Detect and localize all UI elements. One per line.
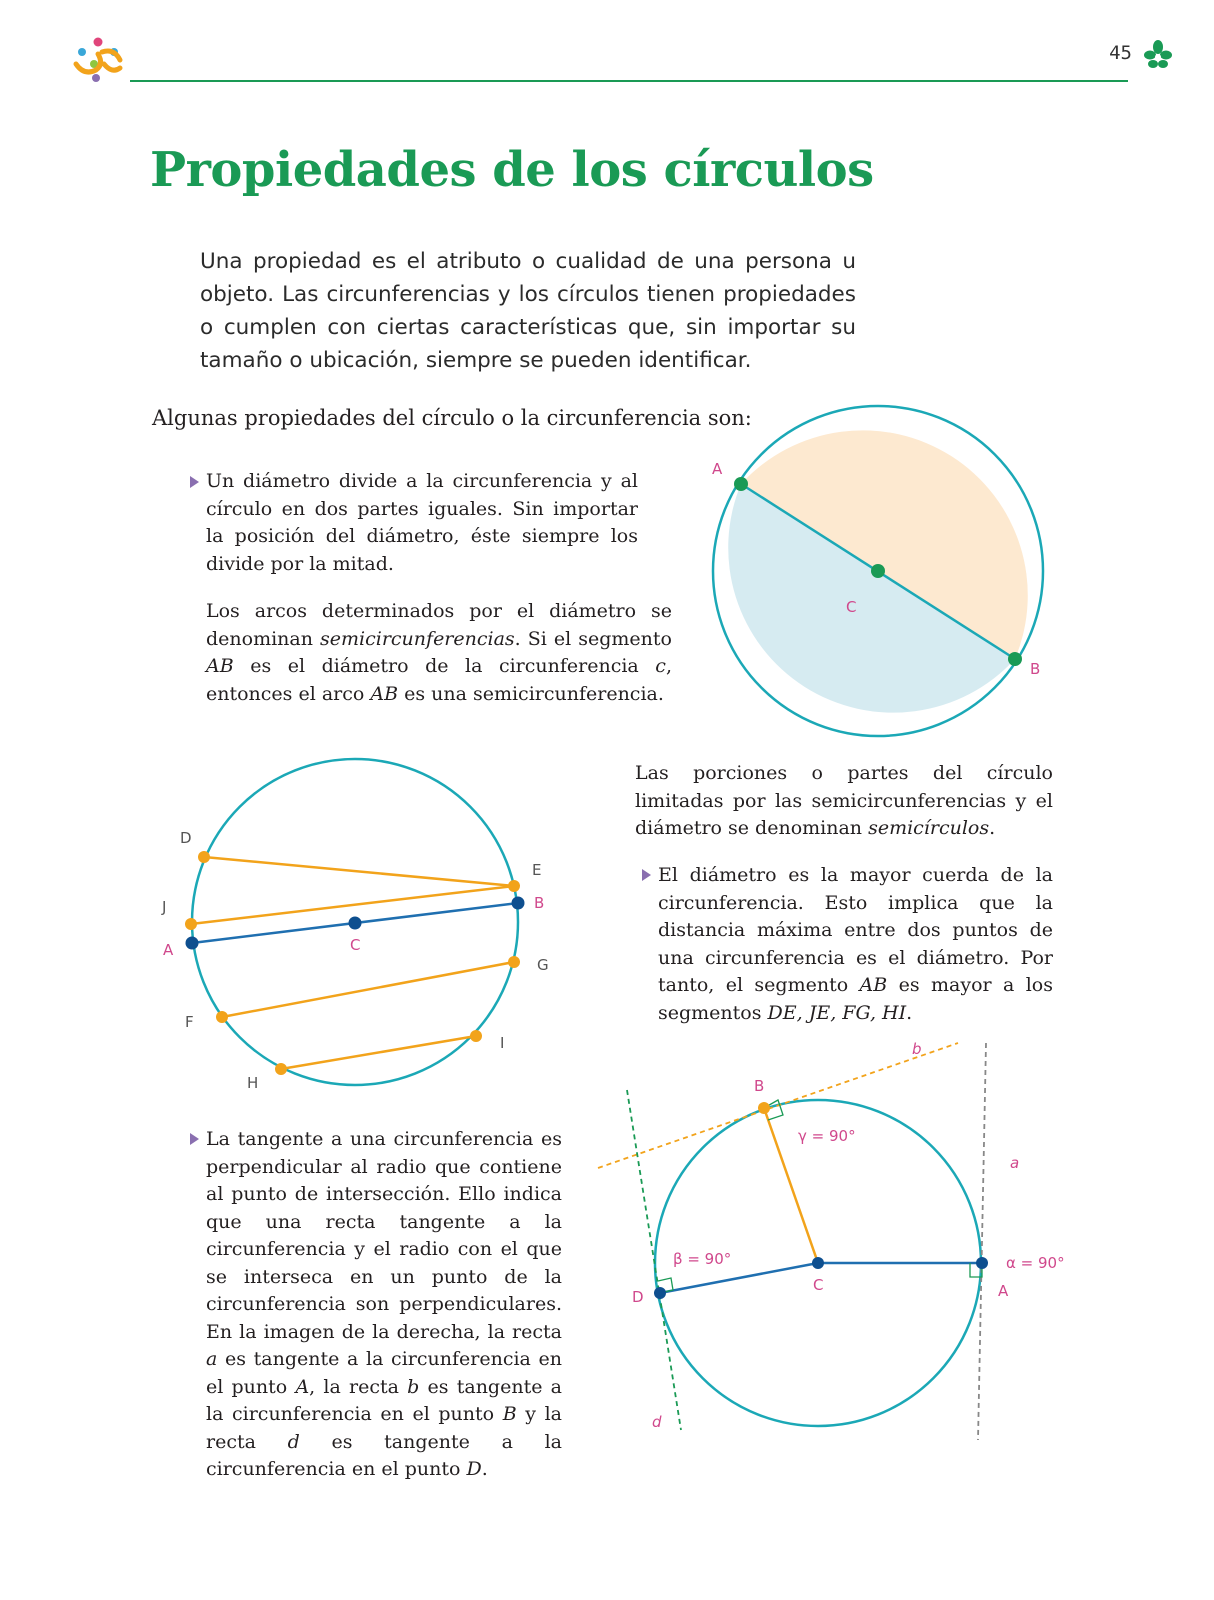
label-i: I (500, 1034, 505, 1052)
label-b: B (754, 1077, 765, 1095)
label-gamma: γ = 90° (798, 1127, 856, 1145)
label-d: D (180, 829, 192, 847)
label-b: B (1030, 660, 1041, 678)
label-a: A (163, 941, 174, 959)
property-semicircles: Las porciones o partes del círculo limitadas por las semicircunferencias y el diámetro se denominan semicírculos. (635, 762, 1053, 839)
point-center (812, 1257, 824, 1269)
label-g: G (537, 956, 549, 974)
property-tangent: La tangente a una circunferencia es perpendicular al radio que contiene al punto de intersección. Ello indica que una recta tangente a la circunferencia y el radio con el que se interseca en un punto de la circunferencia son perpendiculares. En la imagen de la derecha, la recta a es tangente a la circunferencia en el punto A, la recta b es tangente a la circunferencia en el punto B y la recta d es tangente a la circunferencia en el punto D. (206, 1128, 563, 1480)
label-c: C (846, 598, 857, 616)
label-f: F (185, 1013, 194, 1031)
point-d (654, 1287, 666, 1299)
point-b (758, 1102, 770, 1114)
property-diameter-divides: Un diámetro divide a la circunferencia y al círculo en dos partes iguales. Sin importar la posición del diámetro, éste siempre los divide por la mitad. (206, 470, 638, 575)
properties-lead: Algunas propiedades del círculo o la circunferencia son: (152, 406, 752, 430)
page-number: 45 (1109, 42, 1132, 64)
page-title: Propiedades de los círculos (150, 142, 874, 198)
label-a: A (998, 1282, 1009, 1300)
point-a (976, 1257, 988, 1269)
label-b: B (534, 894, 545, 912)
property-semicircumference: Los arcos determinados por el diámetro se denominan semicircunferencias. Si el segmento AB es el diámetro de la circunferencia c, entonces el arco AB es una semicircunferencia. (206, 600, 672, 705)
property-largest-chord: El diámetro es la mayor cuerda de la circunferencia. Esto implica que la distancia máxima entre dos puntos de una circunferencia es el diámetro. Por tanto, el segmento AB es mayor a los segmentos DE, JE, FG, HI. (658, 864, 1053, 1024)
intro-paragraph: Una propiedad es el atributo o cualidad de una persona u objeto. Las circunferencias y los círculos tienen propiedades o cumplen con ciertas características que, sin importar su tamaño o ubicación, siempre se pueden identificar. (200, 249, 856, 373)
label-line-d: d (652, 1413, 662, 1431)
label-beta: β = 90° (673, 1250, 732, 1268)
label-line-a: a (1010, 1154, 1020, 1172)
label-e: E (532, 861, 542, 879)
label-d: D (632, 1288, 644, 1306)
label-h: H (247, 1074, 259, 1092)
label-line-b: b (912, 1040, 922, 1058)
label-j: J (162, 898, 167, 916)
label-c: C (813, 1276, 824, 1294)
label-a: A (712, 460, 723, 478)
label-c: C (350, 936, 361, 954)
label-alpha: α = 90° (1006, 1254, 1065, 1272)
